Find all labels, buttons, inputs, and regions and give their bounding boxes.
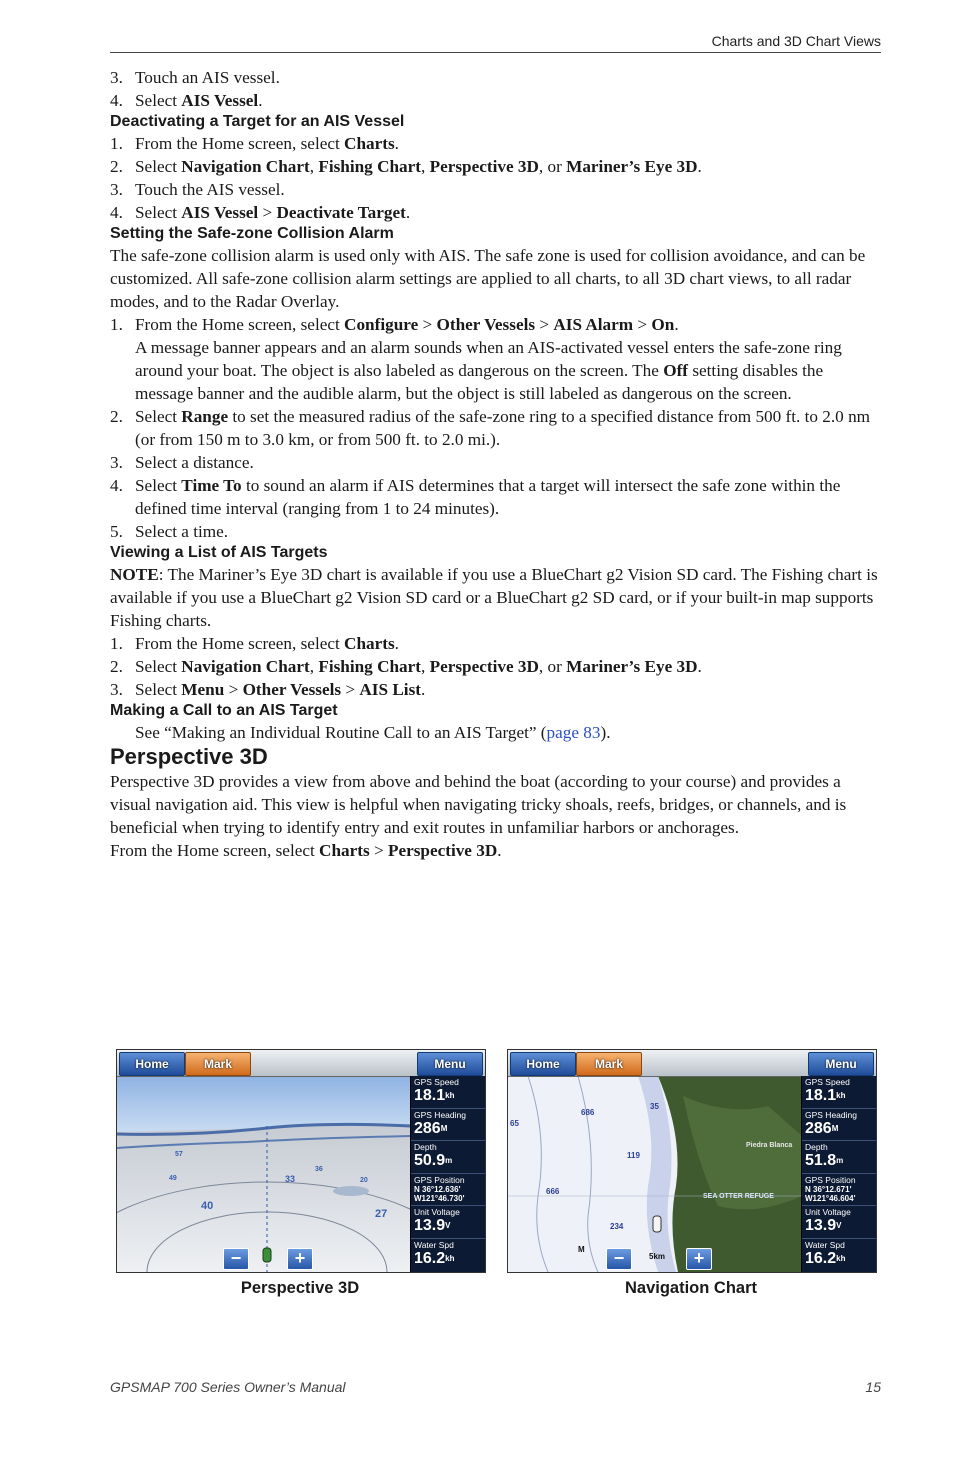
gps-position-field: GPS Position N 36°12.636' W121°46.730' — [411, 1174, 485, 1207]
list-item: 2. Select Navigation Chart, Fishing Chart, Perspective 3D, or Mariner’s Eye 3D. — [110, 157, 702, 176]
top-bar — [117, 1050, 485, 1077]
map-label: Piedra Blanca — [746, 1142, 793, 1149]
depth-label: 40 — [201, 1200, 214, 1212]
map-label: SEA OTTER REFUGE — [703, 1193, 774, 1200]
depth-label: 36 — [315, 1166, 323, 1173]
section-heading: Viewing a List of AIS Targets — [110, 544, 328, 561]
header-rule — [110, 52, 881, 53]
step-note: A message banner appears and an alarm sounds when an AIS-activated vessel enters the safe-zone ring around your boat. The object is also labeled as dangerous on the screen. The Off setting disables the message banner and the audible alarm, but the object is still labeled as dangerous on the screen. — [135, 338, 842, 403]
figure-caption: Perspective 3D — [240, 1279, 360, 1297]
section-heading: Setting the Safe-zone Collision Alarm — [110, 225, 394, 242]
gps-heading-field: GPS Heading $286^M$ — [411, 1109, 485, 1142]
depth-label: 65 — [510, 1119, 519, 1128]
list-item: 5. Select a time. — [110, 522, 229, 541]
depth-field: Depth 50.9$^m$ — [411, 1141, 485, 1174]
gps-position-field: GPS Position N 36°12.671' W121°46.604' — [802, 1174, 876, 1207]
list-item: 4. Select Time To to sound an alarm if AIS determines that a target will intersect the safe zone within the defined time interval (ranging from 1 to 24 minutes). — [110, 476, 841, 518]
depth-label: 686 — [581, 1108, 595, 1117]
section-title: Perspective 3D — [110, 744, 268, 769]
list-item: 4. Select AIS Vessel > Deactivate Target. — [110, 203, 411, 222]
scale-label: 5km — [649, 1252, 666, 1261]
data-panel — [410, 1076, 485, 1272]
note-paragraph: NOTE: The Mariner’s Eye 3D chart is available if you use a BlueChart g2 Vision SD card. The Fishing chart is available if you use a BlueChart g2 Vision SD card or a BlueChart g2 SD card, or if your built-in map supports Fishing charts. — [110, 565, 878, 630]
minus-icon: − — [230, 1248, 242, 1268]
top-bar — [508, 1050, 876, 1077]
mark-button[interactable]: Mark — [185, 1052, 251, 1076]
depth-label: 119 — [627, 1151, 640, 1160]
menu-button[interactable]: Menu — [417, 1052, 483, 1076]
menu-button[interactable]: Menu — [808, 1052, 874, 1076]
list-item: 3. Touch the AIS vessel. — [110, 180, 285, 199]
gps-heading-field: GPS Heading $286^M$ — [802, 1109, 876, 1142]
list-item: 2. Select Range to set the measured radius of the safe-zone ring to a specified distance from 500 ft. to 2.0 nm (or from 150 m to 3.0 km, or from 500 ft. to 2.0 mi.). — [110, 407, 871, 449]
list-item: 3. Touch an AIS vessel. — [110, 68, 280, 87]
home-button[interactable]: Home — [510, 1052, 576, 1076]
list-item: 3. Select a distance. — [110, 453, 254, 472]
depth-label: 35 — [650, 1102, 659, 1111]
figure-caption: Navigation Chart — [624, 1279, 758, 1297]
gps-speed-field: GPS Speed $18.1^{kh}$ — [802, 1076, 876, 1109]
depth-label: 234 — [610, 1222, 624, 1231]
list-item: 1. From the Home screen, select Charts. — [110, 134, 399, 153]
zoom-out-button[interactable] — [223, 1248, 249, 1270]
mark-button[interactable]: Mark — [576, 1052, 642, 1076]
plus-icon: + — [693, 1248, 705, 1268]
page-content — [110, 66, 881, 862]
perspective-3d-screenshot — [116, 1049, 486, 1273]
minus-icon: − — [613, 1248, 625, 1268]
water-speed-field: Water Spd $16.2^{kh}$ — [805, 1239, 846, 1267]
depth-label: 27 — [375, 1208, 388, 1220]
page-number: 15 — [865, 1379, 881, 1395]
list-item: 4. Select AIS Vessel. — [110, 91, 263, 110]
paragraph: The safe-zone collision alarm is used only with AIS. The safe zone is used for collision avoidance, and can be customized. All safe-zone collision alarm settings are applied to all charts, to all 3D chart views, to all radar modes, and to the Radar Overlay. — [110, 246, 866, 311]
unit-voltage-field: Unit Voltage $13.9^V$ — [802, 1206, 876, 1239]
water-speed-field: Water Spd $16.2^{kh}$ — [414, 1239, 455, 1267]
depth-label: 20 — [360, 1177, 368, 1184]
zoom-in-button[interactable] — [287, 1248, 313, 1270]
paragraph: From the Home screen, select Charts > Perspective 3D. — [110, 841, 502, 860]
zoom-in-button[interactable] — [686, 1248, 712, 1270]
paragraph: See “Making an Individual Routine Call to an AIS Target” (page 83). — [135, 723, 611, 742]
map-label: M — [578, 1245, 585, 1254]
home-button[interactable]: Home — [119, 1052, 185, 1076]
plus-icon: + — [294, 1248, 306, 1268]
data-panel — [801, 1076, 876, 1272]
running-header: Charts and 3D Chart Views — [711, 33, 881, 49]
depth-label: 57 — [175, 1151, 183, 1158]
list-item: 1. From the Home screen, select Configure > Other Vessels > AIS Alarm > On. — [110, 315, 679, 334]
list-item: 1. From the Home screen, select Charts. — [110, 634, 399, 653]
unit-voltage-field: Unit Voltage $13.9^V$ — [411, 1206, 485, 1239]
depth-label: 33 — [285, 1174, 296, 1184]
list-item: 3. Select Menu > Other Vessels > AIS List. — [110, 680, 426, 699]
page-link[interactable]: page 83 — [546, 723, 601, 742]
gps-speed-field: GPS Speed $18.1^{kh}$ — [411, 1076, 485, 1109]
footer-manual-title: GPSMAP 700 Series Owner’s Manual — [110, 1379, 346, 1395]
paragraph: Perspective 3D provides a view from above and behind the boat (according to your course) and provides a visual navigation aid. This view is helpful when navigating tricky shoals, reefs, bridges, or channels, and is beneficial when trying to identify entry and exit routes in unfamiliar harbors or anchorages. — [110, 772, 847, 837]
depth-label: 666 — [546, 1187, 560, 1196]
perspective-3d-view — [117, 1076, 411, 1272]
depth-field: Depth 51.8$^m$ — [802, 1141, 876, 1174]
navigation-chart-screenshot — [507, 1049, 877, 1273]
depth-label: 49 — [169, 1175, 177, 1182]
zoom-out-button[interactable] — [606, 1248, 632, 1270]
section-heading: Deactivating a Target for an AIS Vessel — [110, 113, 405, 130]
list-item: 2. Select Navigation Chart, Fishing Chart, Perspective 3D, or Mariner’s Eye 3D. — [110, 657, 702, 676]
section-heading: Making a Call to an AIS Target — [110, 702, 338, 719]
